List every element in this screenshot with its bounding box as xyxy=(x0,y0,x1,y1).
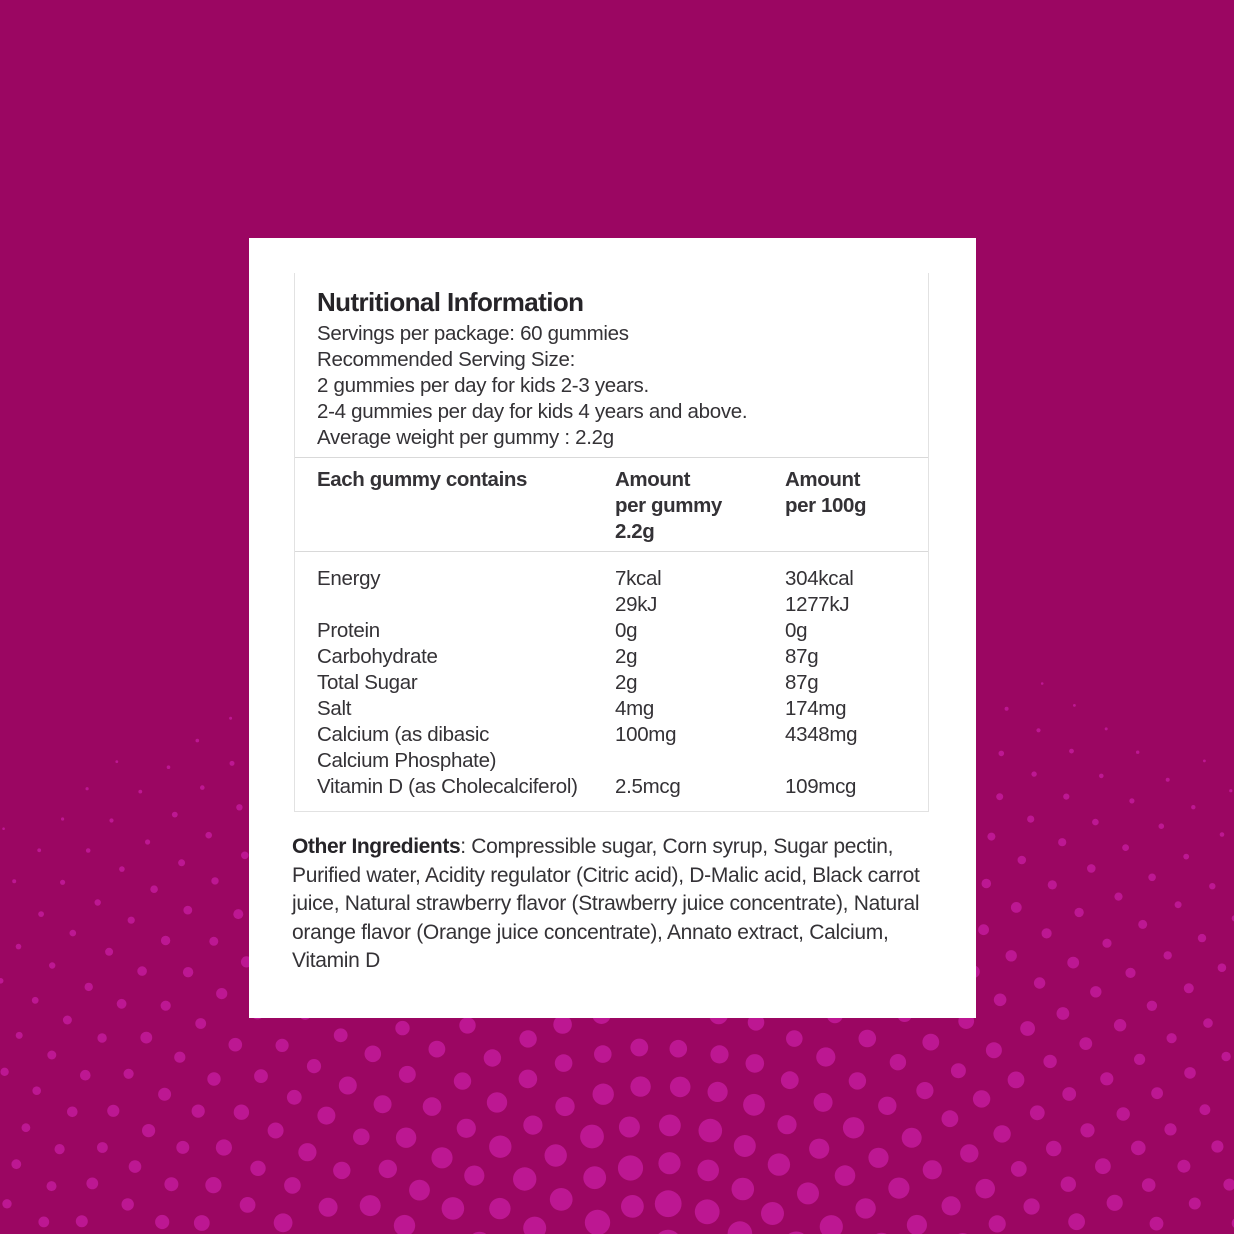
table-header-row xyxy=(317,458,910,545)
amount-per-100g: 0g xyxy=(785,619,808,642)
nutrient-name: Protein xyxy=(317,619,380,642)
serving-info-line: Average weight per gummy : 2.2g xyxy=(317,426,614,449)
nutrient-name: Vitamin D (as Cholecalciferol) xyxy=(317,775,578,798)
serving-info-line: Servings per package: 60 gummies xyxy=(317,322,629,345)
amount-per-100g: 304kcal 1277kJ xyxy=(785,567,854,616)
amount-per-100g: 4348mg xyxy=(785,723,858,746)
nutrition-label-card xyxy=(249,238,976,1018)
table-row xyxy=(317,696,910,722)
amount-per-100g: 87g xyxy=(785,645,819,668)
serving-info-line: 2-4 gummies per day for kids 4 years and above. xyxy=(317,400,748,423)
table-body xyxy=(317,552,910,800)
table-row xyxy=(317,670,910,696)
amount-per-100g: 87g xyxy=(785,671,819,694)
table-row xyxy=(317,774,910,800)
nutrition-panel xyxy=(294,273,929,812)
column-header: Amount per 100g xyxy=(785,468,867,517)
amount-per-100g: 109mcg xyxy=(785,775,857,798)
other-ingredients-text: : Compressible sugar, Corn syrup, Sugar pectin, Purified water, Acidity regulator (Citric acid), D-Malic acid, Black carrot juice, Natural strawberry flavor (Strawberry juice concentrate), Natural orange flavor (Orange juice concentrate), Annato extract, Calcium, Vitamin D xyxy=(292,835,920,972)
panel-title: Nutritional Information xyxy=(317,287,584,317)
amount-per-gummy: 7kcal 29kJ xyxy=(615,567,662,616)
serving-info xyxy=(317,321,910,451)
column-header: Amount per gummy 2.2g xyxy=(615,468,722,543)
amount-per-gummy: 100mg xyxy=(615,723,677,746)
other-ingredients-label: Other Ingredients xyxy=(292,835,461,858)
serving-info-line: 2 gummies per day for kids 2-3 years. xyxy=(317,374,649,397)
column-header: Each gummy contains xyxy=(317,468,527,491)
amount-per-gummy: 2.5mcg xyxy=(615,775,681,798)
nutrient-name: Energy xyxy=(317,567,381,590)
table-row xyxy=(317,722,910,774)
table-row xyxy=(317,644,910,670)
amount-per-gummy: 4mg xyxy=(615,697,654,720)
amount-per-gummy: 2g xyxy=(615,645,638,668)
other-ingredients xyxy=(292,833,930,976)
table-row xyxy=(317,618,910,644)
nutrient-name: Salt xyxy=(317,697,352,720)
nutrition-table xyxy=(317,458,910,800)
amount-per-gummy: 2g xyxy=(615,671,638,694)
nutrient-name: Total Sugar xyxy=(317,671,418,694)
nutrient-name: Carbohydrate xyxy=(317,645,438,668)
amount-per-100g: 174mg xyxy=(785,697,847,720)
table-row xyxy=(317,566,910,618)
serving-info-line: Recommended Serving Size: xyxy=(317,348,575,371)
nutrient-name: Calcium (as dibasic Calcium Phosphate) xyxy=(317,723,497,772)
amount-per-gummy: 0g xyxy=(615,619,638,642)
